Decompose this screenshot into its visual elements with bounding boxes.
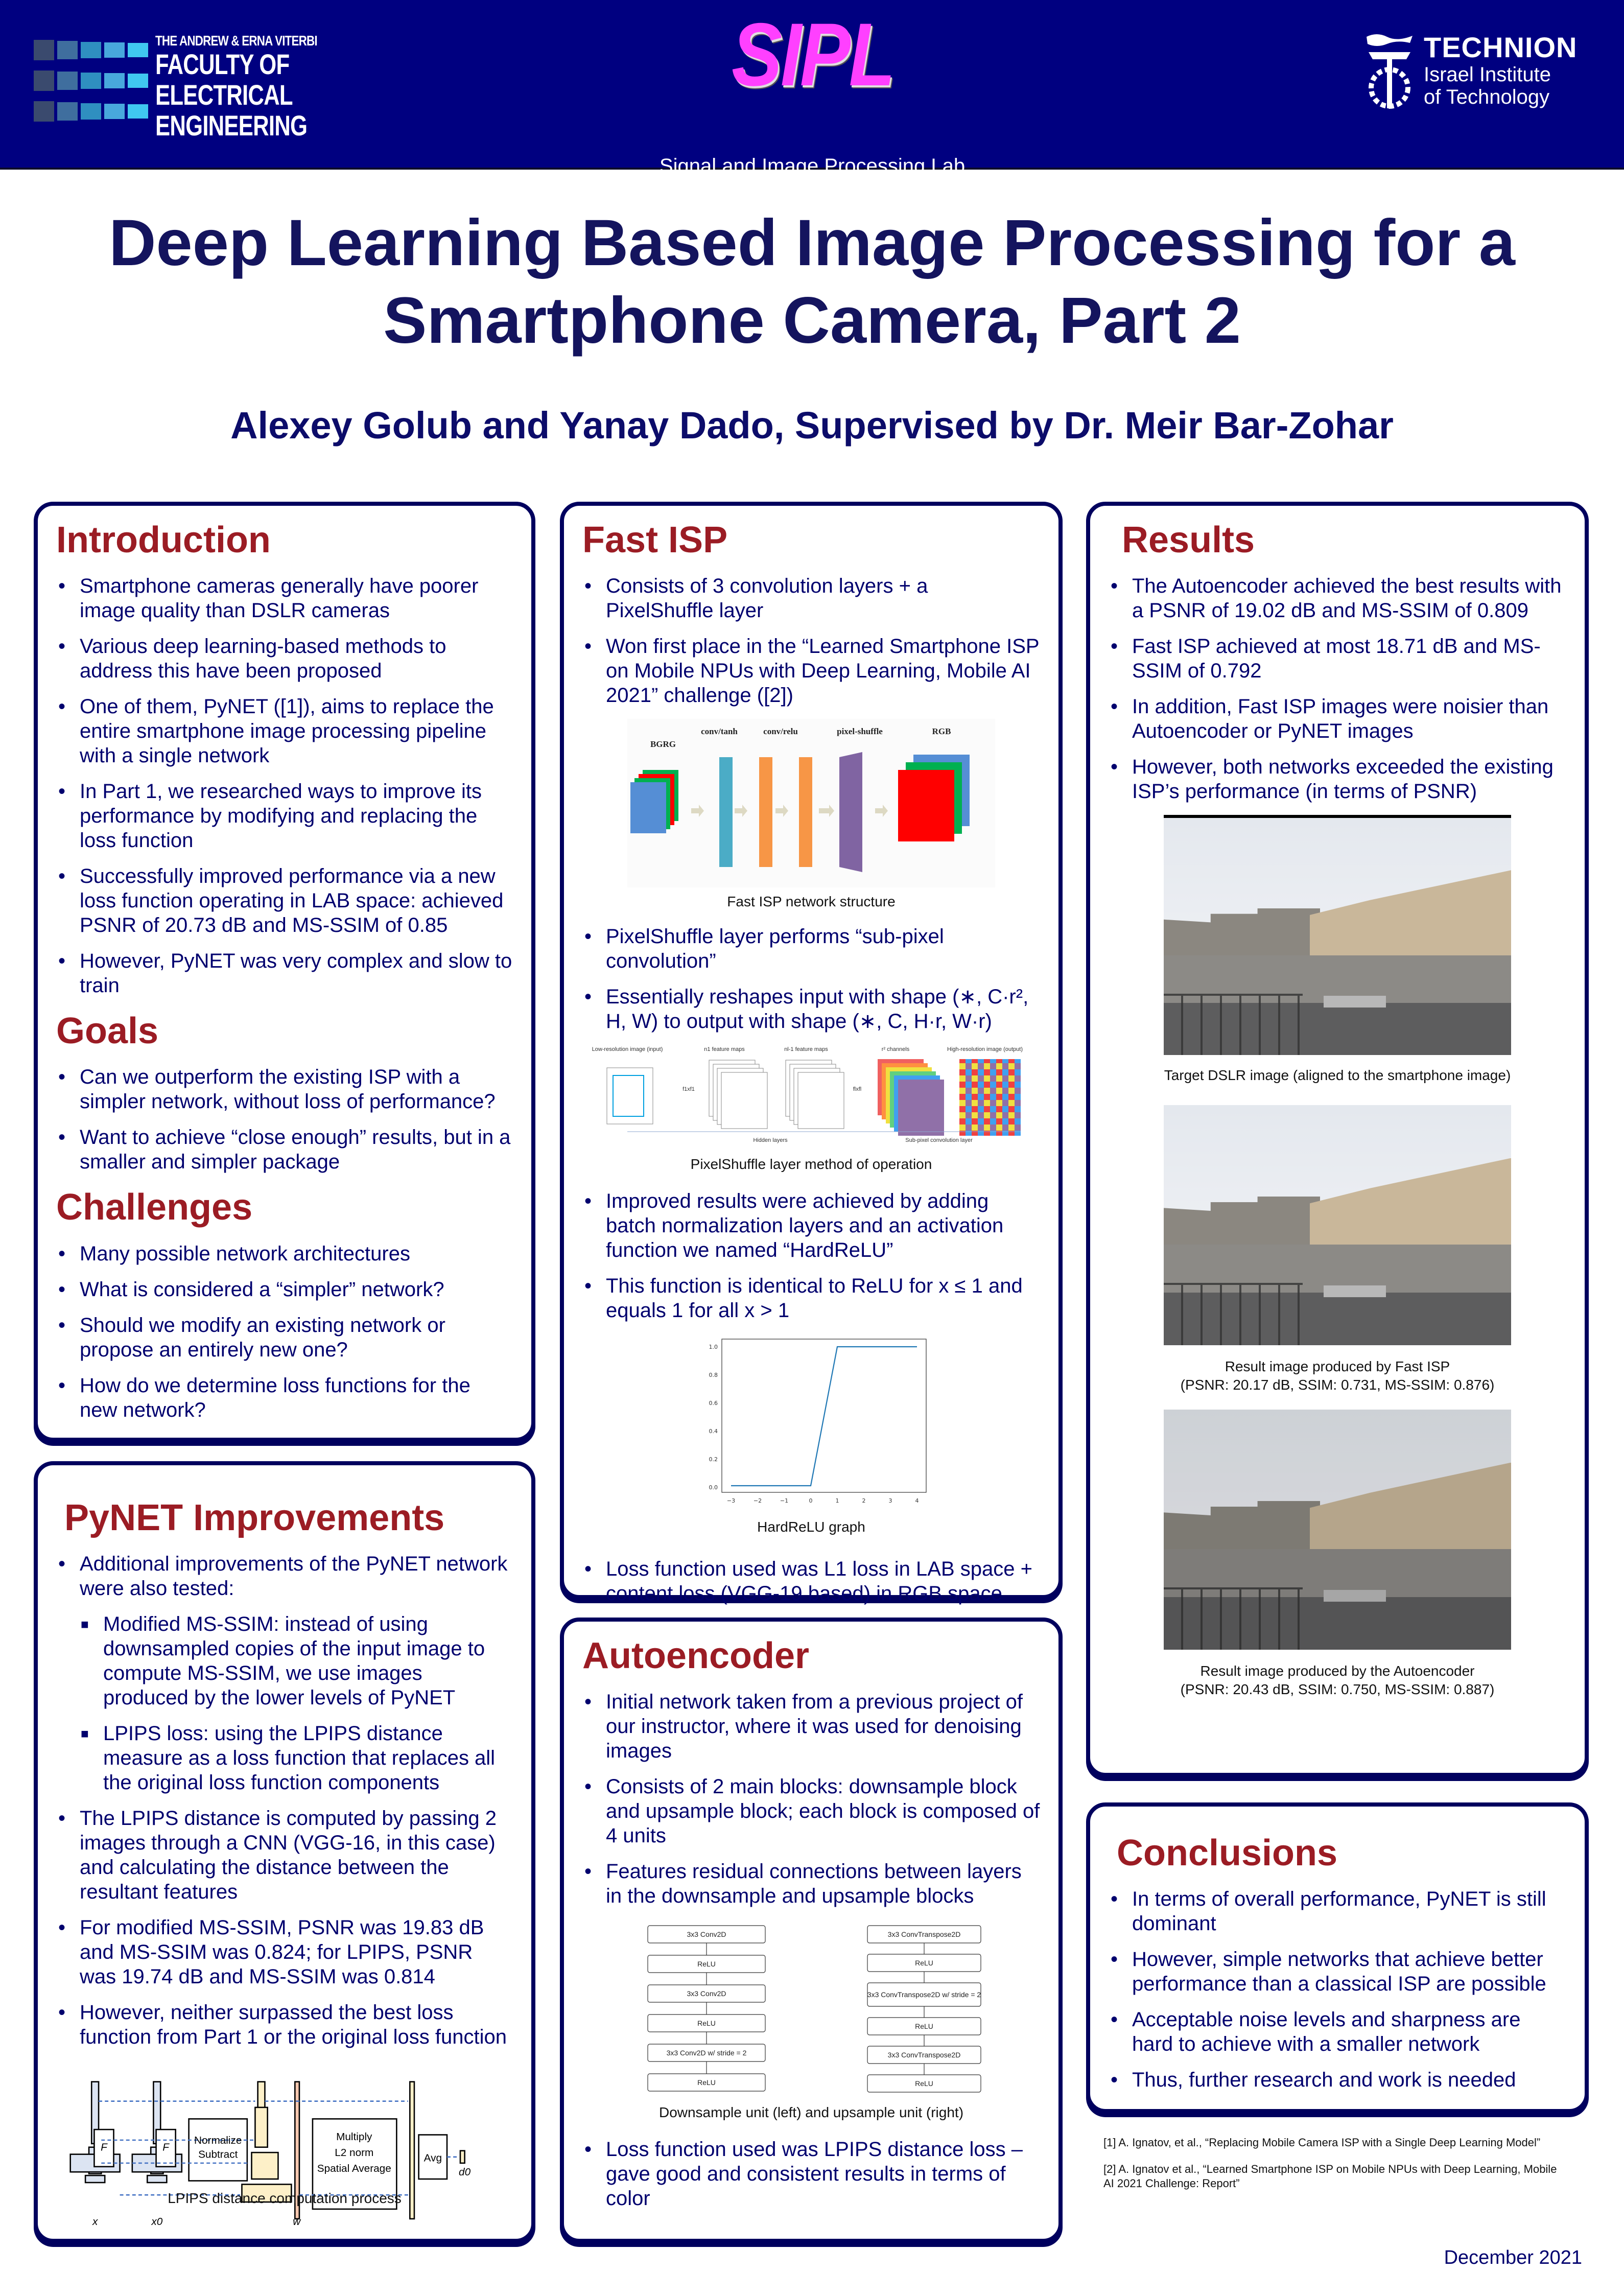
down-unit-5: ReLU	[697, 2078, 716, 2087]
list-item: • In Part 1, we researched ways to improve its performance by modifying and replacing the loss function	[56, 779, 513, 853]
list-item: • Many possible network architectures	[56, 1241, 513, 1266]
fast-isp-network-diagram	[627, 719, 995, 887]
list-item: • One of them, PyNET ([1]), aims to replace the entire smartphone image processing pipeline with a single network	[56, 694, 513, 768]
autoencoder-result-metrics: (PSNR: 20.43 dB, SSIM: 0.750, MS-SSIM: 0.887)	[1180, 1681, 1495, 1698]
lab-logo-word: SIPL	[731, 5, 893, 105]
svg-text:3: 3	[888, 1497, 892, 1505]
goals-heading: Goals	[56, 1011, 159, 1052]
technion-line3: of Technology	[1424, 85, 1550, 108]
list-item: • What is considered a “simpler” network?	[56, 1277, 513, 1302]
technion-name: TECHNION	[1424, 31, 1578, 63]
lpips-label-multiply: Multiply	[336, 2131, 372, 2143]
svg-text:0.2: 0.2	[709, 1456, 718, 1463]
pynet-improvements-panel	[34, 1461, 535, 2243]
lab-logo-subtitle: Signal and Image Processing Lab	[659, 155, 966, 177]
header-banner	[0, 0, 1624, 177]
down-unit-4: 3x3 Conv2D w/ stride = 2	[666, 2049, 747, 2057]
up-unit-1: ReLU	[915, 1959, 933, 1967]
results-panel	[1086, 502, 1589, 1777]
lpips-label-l2: L2 norm	[335, 2147, 374, 2159]
pixelshuffle-diagram	[592, 1045, 1031, 1152]
up-unit-2: 3x3 ConvTranspose2D w/ stride = 2	[867, 1990, 981, 1999]
dslr-target-image	[1164, 815, 1511, 1055]
list-item: • Loss function used was L1 loss in LAB space + content loss (VGG-19 based) in RGB space	[582, 1557, 1040, 1606]
waveform-icon	[700, 100, 925, 151]
lab-logo	[628, 5, 996, 178]
fast-isp-label-l2: conv/relu	[763, 727, 798, 737]
svg-text:0.0: 0.0	[709, 1484, 718, 1491]
reference-2: [2] A. Ignatov et al., “Learned Smartphone ISP on Mobile NPUs with Deep Learning, Mobile AI 2021 Challenge: Report”	[1103, 2163, 1557, 2190]
faculty-logo	[34, 34, 358, 140]
fast-isp-list-1	[582, 574, 1040, 708]
down-unit-2: 3x3 Conv2D	[687, 1989, 726, 1998]
list-item: ■ LPIPS loss: using the LPIPS distance measure as a loss function that replaces all the original loss function components	[81, 1721, 513, 1795]
date: December 2021	[1444, 2247, 1582, 2268]
page-title-line1: Deep Learning Based Image Processing for a	[109, 206, 1515, 279]
intro-goals-challenges-panel	[34, 502, 535, 1442]
svg-text:0.8: 0.8	[709, 1372, 718, 1379]
list-item: • PixelShuffle layer performs “sub-pixel convolution”	[582, 924, 1040, 973]
ps-label-nl1: nl-1 feature maps	[784, 1046, 828, 1053]
pixelshuffle-caption: PixelShuffle layer method of operation	[690, 1156, 932, 1173]
list-item: • In addition, Fast ISP images were noisier than Autoencoder or PyNET images	[1109, 694, 1566, 743]
fast-isp-label-l3: pixel-shuffle	[837, 727, 883, 737]
fast-isp-result-caption: Result image produced by Fast ISP	[1225, 1358, 1450, 1375]
results-heading: Results	[1122, 520, 1255, 560]
ps-label-k2: flxfl	[853, 1086, 862, 1093]
list-item: • However, simple networks that achieve better performance than a classical ISP are possible	[1109, 1947, 1566, 1996]
hardrelu-chart	[691, 1334, 931, 1518]
faculty-logo-line2: FACULTY OF	[155, 48, 290, 80]
challenges-list	[56, 1241, 513, 1422]
lpips-label-subtract: Subtract	[198, 2148, 238, 2161]
list-item: • Smartphone cameras generally have poorer image quality than DSLR cameras	[56, 574, 513, 623]
introduction-list	[56, 574, 513, 998]
reference-1: [1] A. Ignatov, et al., “Replacing Mobile Camera ISP with a Single Deep Learning Model”	[1103, 2136, 1541, 2149]
goals-list	[56, 1065, 513, 1174]
lpips-label-x0: x0	[151, 2216, 163, 2228]
page-title	[0, 204, 1624, 360]
svg-text:4: 4	[915, 1497, 919, 1505]
svg-text:−2: −2	[753, 1497, 762, 1505]
faculty-logo-line1: THE ANDREW & ERNA VITERBI	[155, 33, 317, 49]
svg-text:1: 1	[835, 1497, 839, 1505]
list-item: • Want to achieve “close enough” results, but in a smaller and simpler package	[56, 1125, 513, 1174]
autoencoder-panel	[560, 1618, 1063, 2243]
fast-isp-result-metrics: (PSNR: 20.17 dB, SSIM: 0.731, MS-SSIM: 0.876)	[1180, 1377, 1495, 1393]
down-unit-1: ReLU	[697, 1960, 716, 1969]
svg-text:1.0: 1.0	[709, 1344, 718, 1351]
technion-line2: Israel Institute	[1424, 63, 1551, 86]
ps-label-k1: f1xf1	[682, 1086, 695, 1093]
fast-isp-label-output: RGB	[932, 727, 951, 737]
technion-emblem-icon	[1361, 32, 1418, 119]
ps-label-n1: n1 feature maps	[704, 1046, 745, 1053]
fast-isp-label-input: BGRG	[650, 739, 676, 749]
fast-isp-list-3	[582, 1189, 1040, 1323]
fast-isp-result-image	[1164, 1105, 1511, 1345]
authors: Alexey Golub and Yanay Dado, Supervised by Dr. Meir Bar-Zohar	[230, 404, 1394, 447]
list-item: • Essentially reshapes input with shape (∗, C·r², H, W) to output with shape (∗, C, H·r, W·r)	[582, 985, 1040, 1034]
autoencoder-list-2	[582, 2137, 1040, 2211]
hardrelu-caption: HardReLU graph	[757, 1519, 865, 1535]
svg-text:−3: −3	[726, 1497, 736, 1505]
list-item: • Fast ISP achieved at most 18.71 dB and MS-SSIM of 0.792	[1109, 634, 1566, 683]
list-item: • In terms of overall performance, PyNET is still dominant	[1109, 1887, 1566, 1936]
faculty-logo-line3: ELECTRICAL	[155, 79, 293, 111]
autoencoder-caption: Downsample unit (left) and upsample unit (right)	[658, 2104, 964, 2121]
lpips-caption: LPIPS distance computation process	[168, 2190, 402, 2207]
svg-text:0: 0	[809, 1497, 813, 1505]
list-item: • Consists of 2 main blocks: downsample block and upsample block; each block is composed of 4 units	[582, 1774, 1040, 1848]
page-title-line2: Smartphone Camera, Part 2	[383, 284, 1241, 357]
list-item: • Initial network taken from a previous project of our instructor, where it was used for denoising images	[582, 1690, 1040, 1763]
list-item: • Loss function used was LPIPS distance loss – gave good and consistent results in terms of color	[582, 2137, 1040, 2211]
down-unit-0: 3x3 Conv2D	[687, 1930, 726, 1939]
lpips-label-w: w	[293, 2216, 301, 2228]
up-unit-4: 3x3 ConvTranspose2D	[887, 2051, 961, 2059]
up-unit-0: 3x3 ConvTranspose2D	[887, 1930, 961, 1939]
list-item: • Can we outperform the existing ISP with a simpler network, without loss of performance?	[56, 1065, 513, 1114]
references	[1103, 2136, 1563, 2191]
lpips-label-d0: d0	[459, 2166, 471, 2178]
lpips-label-f2: F	[162, 2141, 169, 2153]
fast-isp-list-2	[582, 924, 1040, 1034]
fast-isp-network-caption: Fast ISP network structure	[727, 894, 896, 910]
svg-text:2: 2	[862, 1497, 866, 1505]
lpips-label-spatial: Spatial Average	[317, 2163, 391, 2175]
pynet-improvements-list	[56, 1552, 513, 2049]
list-item: • Thus, further research and work is needed	[1109, 2068, 1566, 2092]
autoencoder-list-1	[582, 1690, 1040, 1908]
faculty-logo-bars-icon	[34, 40, 148, 122]
fast-isp-panel	[560, 502, 1063, 1605]
down-unit-3: ReLU	[697, 2019, 716, 2028]
autoencoder-result-image	[1164, 1410, 1511, 1650]
list-item: • Additional improvements of the PyNET network were also tested:	[56, 1552, 513, 1601]
lpips-label-f1: F	[101, 2141, 107, 2153]
list-item: • Acceptable noise levels and sharpness are hard to achieve with a smaller network	[1109, 2007, 1566, 2056]
ps-label-hidden: Hidden layers	[753, 1137, 788, 1144]
list-item: • How do we determine loss functions for the new network?	[56, 1373, 513, 1422]
faculty-logo-line4: ENGINEERING	[155, 109, 308, 142]
list-item: • Features residual connections between layers in the downsample and upsample blocks	[582, 1859, 1040, 1908]
list-item: • This function is identical to ReLU for x ≤ 1 and equals 1 for all x > 1	[582, 1274, 1040, 1323]
list-item: • Various deep learning-based methods to address this have been proposed	[56, 634, 513, 683]
ps-label-r2: r² channels	[881, 1046, 910, 1053]
conclusions-heading: Conclusions	[1117, 1833, 1338, 1873]
svg-text:0.6: 0.6	[709, 1400, 718, 1407]
list-item: • The Autoencoder achieved the best results with a PSNR of 19.02 dB and MS-SSIM of 0.809	[1109, 574, 1566, 623]
ps-label-input: Low-resolution image (input)	[592, 1046, 663, 1053]
list-item: ■ Modified MS-SSIM: instead of using downsampled copies of the input image to compute MS-SSIM, we use images produced by the lower levels of PyNET	[81, 1612, 513, 1710]
list-item: • Improved results were achieved by adding batch normalization layers and an activation function we named “HardReLU”	[582, 1189, 1040, 1262]
list-item: • However, both networks exceeded the existing ISP’s performance (in terms of PSNR)	[1109, 755, 1566, 804]
introduction-heading: Introduction	[56, 520, 271, 560]
ps-label-output: High-resolution image (output)	[947, 1046, 1023, 1053]
list-item: • Won first place in the “Learned Smartphone ISP on Mobile NPUs with Deep Learning, Mobile AI 2021” challenge ([2])	[582, 634, 1040, 708]
list-item: • However, neither surpassed the best loss function from Part 1 or the original loss function	[56, 2000, 513, 2049]
autoencoder-units-diagram	[617, 1919, 1005, 2098]
autoencoder-heading: Autoencoder	[582, 1635, 810, 1676]
up-unit-3: ReLU	[915, 2022, 933, 2031]
list-item: • However, PyNET was very complex and slow to train	[56, 949, 513, 998]
up-unit-5: ReLU	[915, 2079, 933, 2088]
lpips-label-avg: Avg	[423, 2152, 442, 2164]
fast-isp-heading: Fast ISP	[582, 520, 728, 560]
pynet-improvements-heading: PyNET Improvements	[64, 1497, 445, 1538]
lpips-label-normalize: Normalize	[194, 2134, 242, 2146]
svg-text:0.4: 0.4	[709, 1428, 718, 1435]
conclusions-panel	[1086, 1802, 1589, 2113]
lpips-label-x: x	[92, 2216, 98, 2228]
ps-label-subpixel: Sub-pixel convolution layer	[905, 1137, 973, 1144]
list-item: • The LPIPS distance is computed by passing 2 images through a CNN (VGG-16, in this case) and calculating the distance between the resultant features	[56, 1806, 513, 1904]
svg-text:−1: −1	[780, 1497, 789, 1505]
list-item: • For modified MS-SSIM, PSNR was 19.83 dB and MS-SSIM was 0.824; for LPIPS, PSNR was 19.74 dB and MS-SSIM was 0.814	[56, 1915, 513, 1989]
fast-isp-label-l1: conv/tanh	[701, 727, 738, 737]
list-item: • Consists of 3 convolution layers + a PixelShuffle layer	[582, 574, 1040, 623]
autoencoder-result-caption: Result image produced by the Autoencoder	[1200, 1663, 1475, 1679]
conclusions-list	[1109, 1887, 1566, 2092]
results-list	[1109, 574, 1566, 804]
list-item: • Successfully improved performance via a new loss function operating in LAB space: achieved PSNR of 20.73 dB and MS-SSIM of 0.85	[56, 864, 513, 938]
list-item: • Should we modify an existing network or propose an entirely new one?	[56, 1313, 513, 1362]
challenges-heading: Challenges	[56, 1187, 253, 1228]
technion-logo	[1361, 32, 1577, 119]
dslr-target-caption: Target DSLR image (aligned to the smartphone image)	[1164, 1067, 1511, 1084]
fast-isp-list-4	[582, 1557, 1040, 1606]
